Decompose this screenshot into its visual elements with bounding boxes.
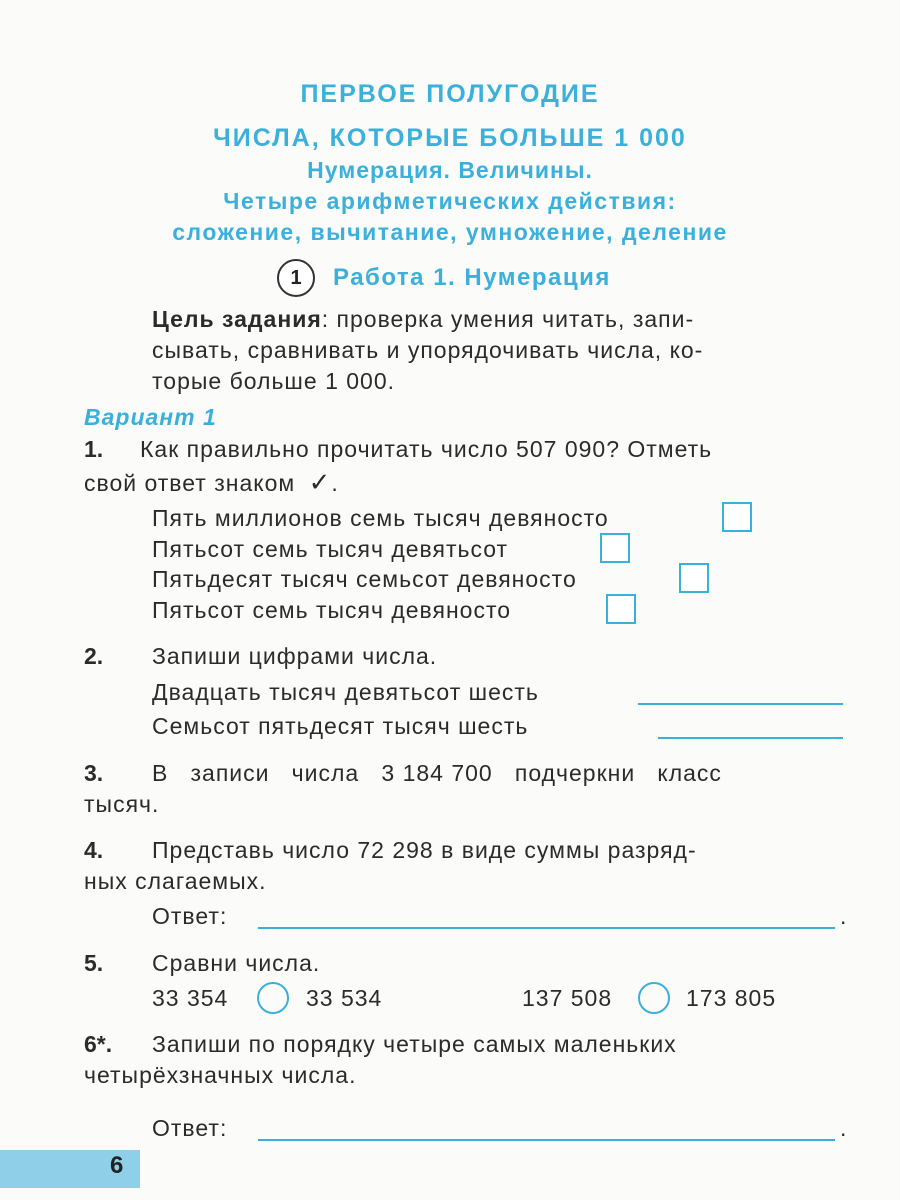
goal-label: Цель задания	[152, 306, 322, 332]
option-4-checkbox[interactable]	[606, 594, 636, 624]
question-4-dot: .	[840, 903, 848, 929]
question-4-answer-label: Ответ:	[152, 903, 228, 929]
question-6-answer-line[interactable]	[258, 1139, 835, 1141]
question-6-number: 6*.	[84, 1031, 113, 1057]
question-1-text-2-words: свой ответ знаком	[84, 470, 296, 496]
option-2-label: Пятьсот семь тысяч девятьсот	[152, 536, 509, 562]
goal-text-2: сывать, сравнивать и упорядочивать числа, ко-	[152, 337, 704, 363]
section-title: ПЕРВОЕ ПОЛУГОДИЕ	[300, 80, 600, 108]
question-5-text: Сравни числа.	[152, 950, 321, 976]
question-2-item-2: Семьсот пятьдесят тысяч шесть	[152, 713, 529, 739]
topic-subtitle-2: Четыре арифметических действия:	[223, 188, 677, 214]
work-title: Работа 1. Нумерация	[333, 264, 611, 291]
compare-1-right: 33 534	[306, 985, 383, 1011]
question-3-number: 3.	[84, 760, 104, 786]
question-4-answer-line[interactable]	[258, 927, 835, 929]
option-1-checkbox[interactable]	[722, 502, 752, 532]
question-6-dot: .	[840, 1115, 848, 1141]
compare-2-sign-circle[interactable]	[638, 982, 670, 1014]
compare-2-right: 173 805	[686, 985, 777, 1011]
checkmark-icon: ✓	[308, 467, 332, 497]
question-3-text: В записи числа 3 184 700 подчеркни класс	[152, 760, 722, 786]
compare-1-sign-circle[interactable]	[257, 982, 289, 1014]
question-1-text: Как правильно прочитать число 507 090? Отметь	[140, 436, 713, 462]
option-1-label: Пять миллионов семь тысяч девяносто	[152, 505, 609, 531]
option-2-checkbox[interactable]	[600, 533, 630, 563]
goal-text-1: : проверка умения читать, запи-	[321, 306, 695, 332]
question-6-text-2: четырёхзначных числа.	[84, 1062, 357, 1088]
option-4-label: Пятьсот семь тысяч девяносто	[152, 597, 512, 623]
question-5-number: 5.	[84, 950, 104, 976]
variant-label: Вариант 1	[84, 404, 217, 430]
compare-1-left: 33 354	[152, 985, 229, 1011]
question-4-number: 4.	[84, 837, 104, 863]
question-2-number: 2.	[84, 643, 104, 669]
question-2-answer-line-1[interactable]	[638, 703, 843, 705]
question-6-text: Запиши по порядку четыре самых маленьких	[152, 1031, 677, 1057]
question-2-text: Запиши цифрами числа.	[152, 643, 438, 669]
question-4-text: Представь число 72 298 в виде суммы разряд-	[152, 837, 697, 863]
question-1-dot: .	[331, 470, 339, 496]
question-3-text-2: тысяч.	[84, 791, 160, 817]
question-1-number: 1.	[84, 436, 104, 462]
task-goal	[152, 304, 850, 397]
question-1-text-2	[84, 467, 339, 498]
question-2-answer-line-2[interactable]	[658, 737, 843, 739]
question-6-answer-label: Ответ:	[152, 1115, 228, 1141]
topic-subtitle-3: сложение, вычитание, умножение, деление	[172, 219, 728, 245]
question-2-item-1: Двадцать тысяч девятьсот шесть	[152, 679, 539, 705]
goal-text-3: торые больше 1 000.	[152, 368, 396, 394]
topic-subtitle-1: Нумерация. Величины.	[307, 157, 593, 183]
work-heading	[277, 258, 611, 298]
option-3-label: Пятьдесят тысяч семьсот девяносто	[152, 566, 577, 592]
work-number-badge: 1	[277, 259, 315, 297]
question-4-text-2: ных слагаемых.	[84, 868, 267, 894]
page-number: 6	[110, 1152, 124, 1179]
topic-title: ЧИСЛА, КОТОРЫЕ БОЛЬШЕ 1 000	[213, 124, 687, 152]
compare-2-left: 137 508	[522, 985, 613, 1011]
option-3-checkbox[interactable]	[679, 563, 709, 593]
